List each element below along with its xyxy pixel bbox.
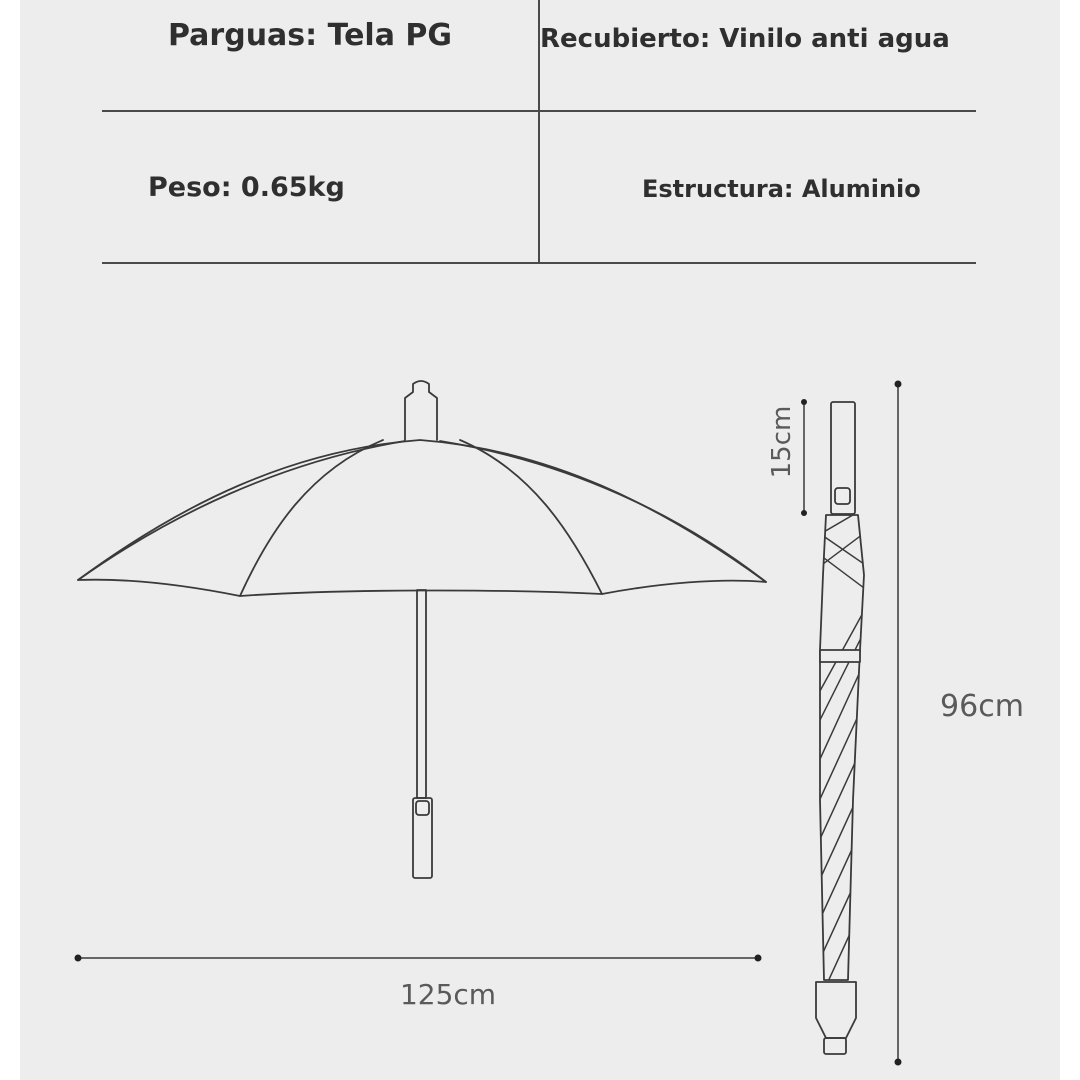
width-label: 125cm (399, 978, 497, 1011)
top-tip (405, 381, 437, 440)
closing-strap (820, 650, 860, 662)
length-dimension (895, 381, 1024, 1066)
shaft (417, 590, 426, 798)
canopy-outline (78, 440, 766, 596)
canopy-rib-right (460, 440, 602, 594)
handle-button (416, 801, 429, 815)
spec-coating: Recubierto: Vinilo anti agua (540, 24, 950, 54)
closed-tip (816, 982, 856, 1038)
canopy-rib-outer-right (440, 441, 766, 582)
handle-dimension (767, 399, 807, 516)
width-dimension (75, 955, 762, 1012)
spec-frame: Estructura: Aluminio (642, 175, 921, 203)
open-umbrella-icon (78, 381, 766, 878)
closed-handle-button (835, 488, 850, 504)
handle-length-label: 15cm (767, 405, 797, 479)
closed-body-folds (800, 505, 880, 1010)
spec-weight: Peso: 0.65kg (148, 172, 345, 203)
closed-umbrella-icon (800, 402, 880, 1054)
canopy-rib-outer-left (78, 441, 405, 580)
spec-fabric: Parguas: Tela PG (168, 18, 453, 53)
closed-tip-cap (824, 1038, 846, 1054)
length-label: 96cm (940, 689, 1024, 724)
